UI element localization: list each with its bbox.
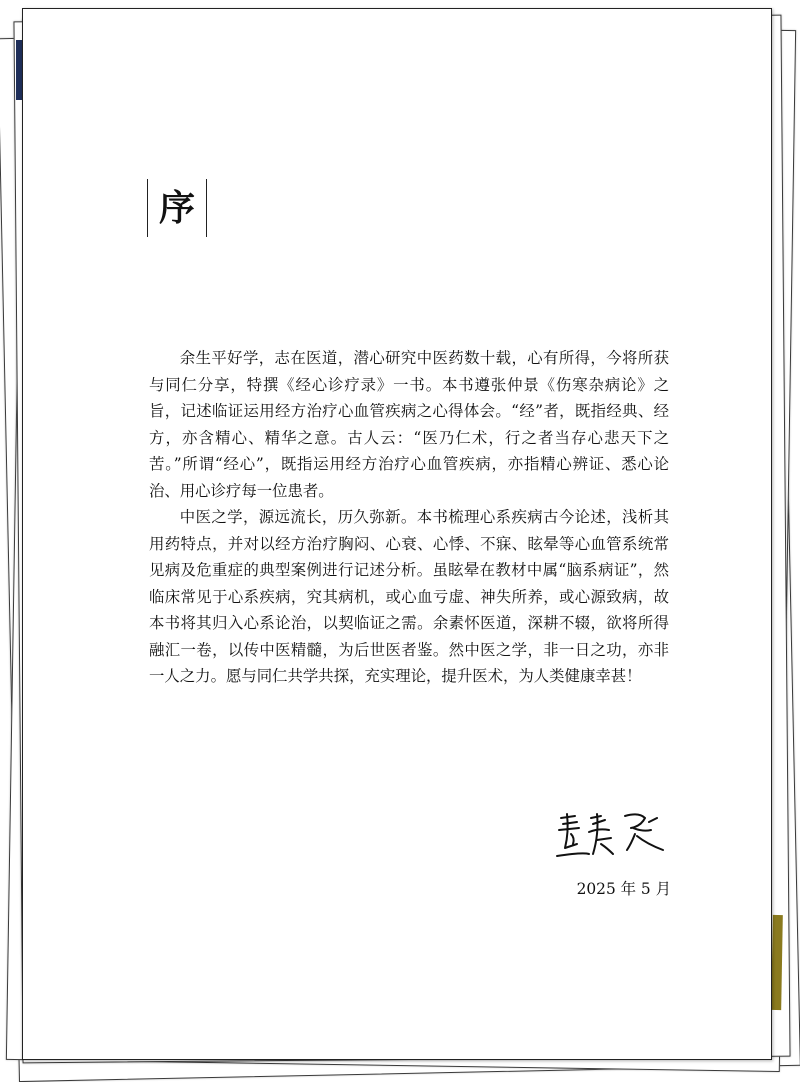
date-text: 2025 年 5 月 xyxy=(576,880,671,898)
title-frame xyxy=(147,179,207,237)
book-cover-edge xyxy=(771,915,783,1010)
page-title: 序 xyxy=(158,187,195,229)
paragraph: 中医之学，源远流长，历久弥新。本书梳理心系疾病古今论述，浅析其用药特点，并对以经方治疗胸闷、心衰、心悸、不寐、眩晕等心血管系统常见病及危重症的典型案例进行记述分析。虽眩晕在教材中属“脑系病证”，然临床常见于心系疾病，究其病机，或心血亏虚、神失所养，或心源致病，故本书将其归入心系论治，以契临证之需。余素怀医道，深耕不辍，欲将所得融汇一卷，以传中医精髓，为后世医者鉴。然中医之学，非一日之功，亦非一人之力。愿与同仁共学共探，充实理论，提升医术，为人类健康幸甚！ xyxy=(149,508,669,685)
preface-body xyxy=(149,345,669,690)
signature-icon xyxy=(553,804,671,862)
document-page xyxy=(22,8,772,1060)
paragraph: 余生平好学，志在医道，潜心研究中医药数十载，心有所得，今将所获与同仁分享，特撰《经心诊疗录》一书。本书遵张仲景《伤寒杂病论》之旨，记述临证运用经方治疗心血管疾病之心得体会。“经”者，既指经典、经方，亦含精心、精华之意。古人云：“医乃仁术，行之者当存心悲天下之苦。”所谓“经心”，既指运用经方治疗心血管疾病，亦指精心辨证、悉心论治、用心诊疗每一位患者。 xyxy=(149,349,669,500)
